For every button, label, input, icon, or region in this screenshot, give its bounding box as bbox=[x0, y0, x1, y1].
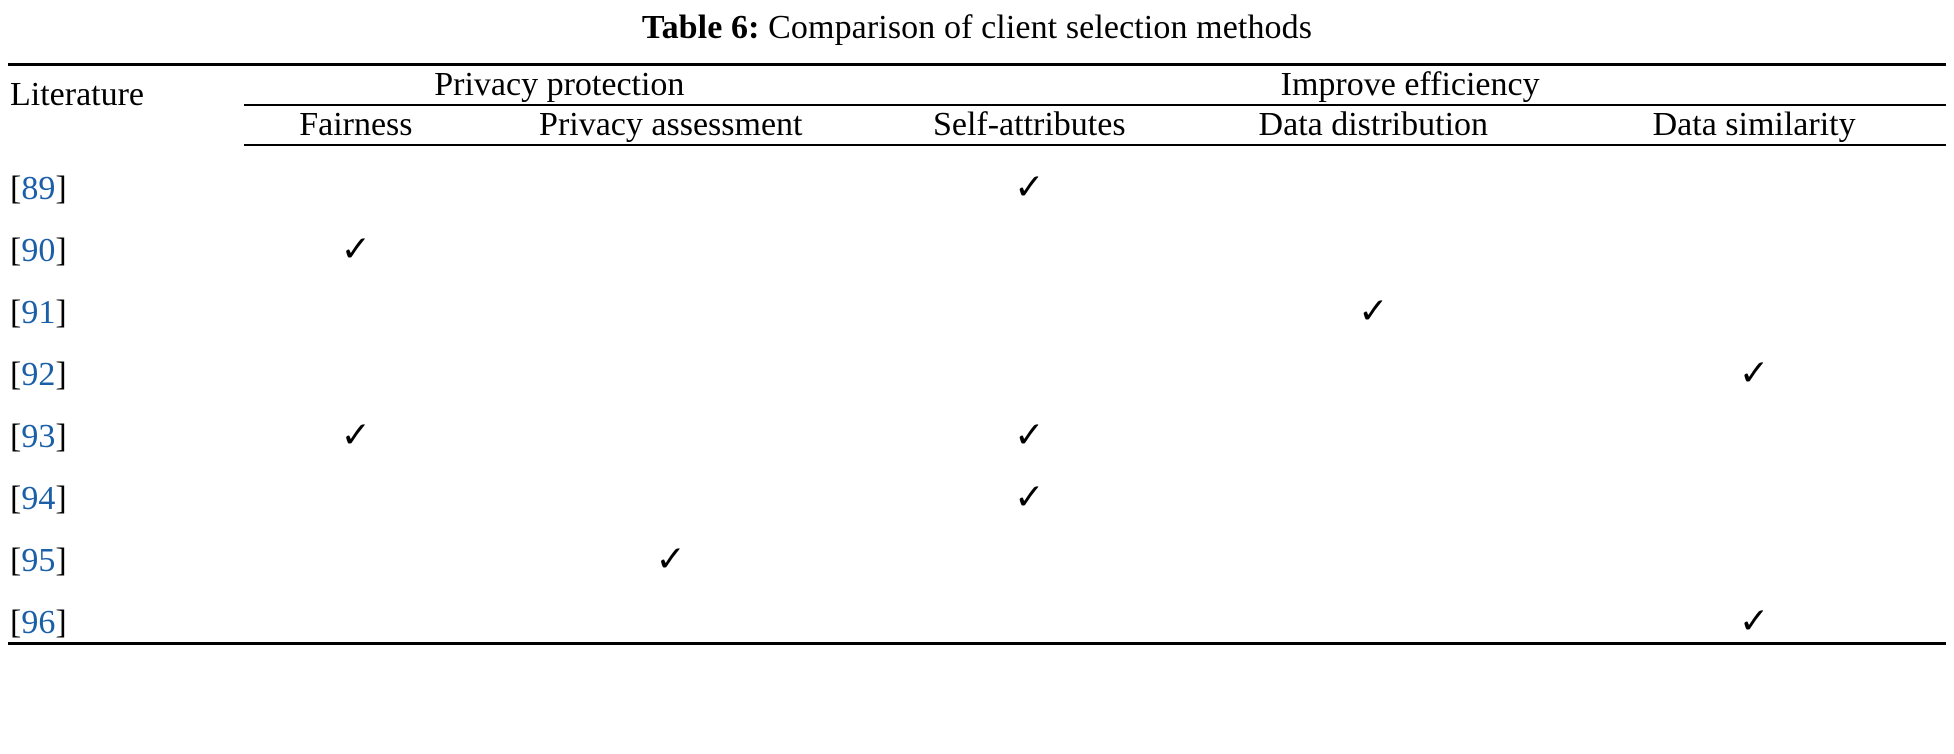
bracket-open: [ bbox=[10, 231, 22, 269]
group-header-row bbox=[8, 64, 1946, 105]
cell-self-attributes bbox=[874, 394, 1184, 456]
check-icon: ✓ bbox=[1014, 166, 1045, 208]
bracket-close: ] bbox=[55, 231, 67, 269]
literature-ref-cell[interactable] bbox=[8, 208, 244, 270]
reference-link[interactable]: 96 bbox=[21, 603, 56, 641]
bracket-open: [ bbox=[10, 603, 22, 641]
reference-link[interactable]: 93 bbox=[21, 417, 56, 455]
cell-self-attributes bbox=[874, 332, 1184, 394]
column-header-literature: Literature bbox=[8, 64, 244, 145]
table-row bbox=[8, 208, 1946, 270]
cell-self-attributes bbox=[874, 456, 1184, 518]
table-row bbox=[8, 270, 1946, 332]
cell-fairness bbox=[244, 518, 467, 580]
column-header-fairness: Fairness bbox=[244, 105, 467, 145]
reference-link[interactable]: 94 bbox=[21, 479, 56, 517]
cell-privacy-assessment bbox=[467, 394, 874, 456]
cell-data-distribution bbox=[1184, 456, 1562, 518]
bracket-open: [ bbox=[10, 355, 22, 393]
cell-data-distribution bbox=[1184, 270, 1562, 332]
literature-ref-cell[interactable] bbox=[8, 580, 244, 644]
group-header-privacy-protection: Privacy protection bbox=[244, 64, 874, 105]
comparison-table bbox=[8, 63, 1946, 645]
cell-data-similarity bbox=[1562, 518, 1946, 580]
caption-text: Comparison of client selection methods bbox=[768, 9, 1313, 46]
column-header-row bbox=[8, 105, 1946, 145]
bracket-open: [ bbox=[10, 169, 22, 207]
reference-link[interactable]: 89 bbox=[21, 169, 56, 207]
cell-data-similarity bbox=[1562, 456, 1946, 518]
cell-data-similarity bbox=[1562, 145, 1946, 208]
cell-data-distribution bbox=[1184, 580, 1562, 644]
check-icon: ✓ bbox=[1739, 600, 1770, 642]
table-row bbox=[8, 580, 1946, 644]
check-icon: ✓ bbox=[340, 228, 371, 270]
cell-data-similarity bbox=[1562, 394, 1946, 456]
table-row bbox=[8, 518, 1946, 580]
cell-data-similarity bbox=[1562, 270, 1946, 332]
caption-label: Table 6: bbox=[641, 9, 760, 46]
bracket-open: [ bbox=[10, 541, 22, 579]
cell-data-distribution bbox=[1184, 332, 1562, 394]
reference-link[interactable]: 92 bbox=[21, 355, 56, 393]
check-icon: ✓ bbox=[1358, 290, 1389, 332]
reference-link[interactable]: 90 bbox=[21, 231, 56, 269]
table-row bbox=[8, 332, 1946, 394]
column-header-privacy-assessment: Privacy assessment bbox=[467, 105, 874, 145]
column-header-self-attributes: Self-attributes bbox=[874, 105, 1184, 145]
bracket-close: ] bbox=[55, 603, 67, 641]
cell-fairness bbox=[244, 332, 467, 394]
cell-fairness bbox=[244, 456, 467, 518]
literature-ref-cell[interactable] bbox=[8, 270, 244, 332]
cell-fairness bbox=[244, 270, 467, 332]
bracket-close: ] bbox=[55, 169, 67, 207]
cell-privacy-assessment bbox=[467, 332, 874, 394]
literature-ref-cell[interactable] bbox=[8, 456, 244, 518]
bracket-open: [ bbox=[10, 479, 22, 517]
cell-privacy-assessment bbox=[467, 580, 874, 644]
check-icon: ✓ bbox=[655, 538, 686, 580]
cell-self-attributes bbox=[874, 270, 1184, 332]
cell-privacy-assessment bbox=[467, 456, 874, 518]
reference-link[interactable]: 91 bbox=[21, 293, 56, 331]
table-row bbox=[8, 456, 1946, 518]
table-caption bbox=[8, 0, 1946, 63]
cell-fairness bbox=[244, 394, 467, 456]
group-header-improve-efficiency: Improve efficiency bbox=[874, 64, 1946, 105]
cell-privacy-assessment bbox=[467, 270, 874, 332]
literature-ref-cell[interactable] bbox=[8, 145, 244, 208]
cell-privacy-assessment bbox=[467, 518, 874, 580]
column-header-data-similarity: Data similarity bbox=[1562, 105, 1946, 145]
cell-self-attributes bbox=[874, 518, 1184, 580]
cell-data-similarity bbox=[1562, 208, 1946, 270]
bracket-close: ] bbox=[55, 417, 67, 455]
reference-link[interactable]: 95 bbox=[21, 541, 56, 579]
cell-privacy-assessment bbox=[467, 145, 874, 208]
cell-self-attributes bbox=[874, 208, 1184, 270]
cell-data-distribution bbox=[1184, 145, 1562, 208]
literature-ref-cell[interactable] bbox=[8, 332, 244, 394]
cell-self-attributes bbox=[874, 580, 1184, 644]
table-row bbox=[8, 145, 1946, 208]
literature-ref-cell[interactable] bbox=[8, 394, 244, 456]
check-icon: ✓ bbox=[1014, 414, 1045, 456]
literature-ref-cell[interactable] bbox=[8, 518, 244, 580]
bracket-close: ] bbox=[55, 541, 67, 579]
cell-privacy-assessment bbox=[467, 208, 874, 270]
check-icon: ✓ bbox=[340, 414, 371, 456]
cell-fairness bbox=[244, 208, 467, 270]
bracket-open: [ bbox=[10, 417, 22, 455]
bracket-close: ] bbox=[55, 355, 67, 393]
cell-data-similarity bbox=[1562, 580, 1946, 644]
cell-fairness bbox=[244, 145, 467, 208]
bracket-close: ] bbox=[55, 293, 67, 331]
check-icon: ✓ bbox=[1014, 476, 1045, 518]
bracket-open: [ bbox=[10, 293, 22, 331]
bracket-close: ] bbox=[55, 479, 67, 517]
cell-data-distribution bbox=[1184, 208, 1562, 270]
check-icon: ✓ bbox=[1739, 352, 1770, 394]
table-row bbox=[8, 394, 1946, 456]
cell-fairness bbox=[244, 580, 467, 644]
cell-data-similarity bbox=[1562, 332, 1946, 394]
cell-self-attributes bbox=[874, 145, 1184, 208]
column-header-data-distribution: Data distribution bbox=[1184, 105, 1562, 145]
cell-data-distribution bbox=[1184, 394, 1562, 456]
cell-data-distribution bbox=[1184, 518, 1562, 580]
